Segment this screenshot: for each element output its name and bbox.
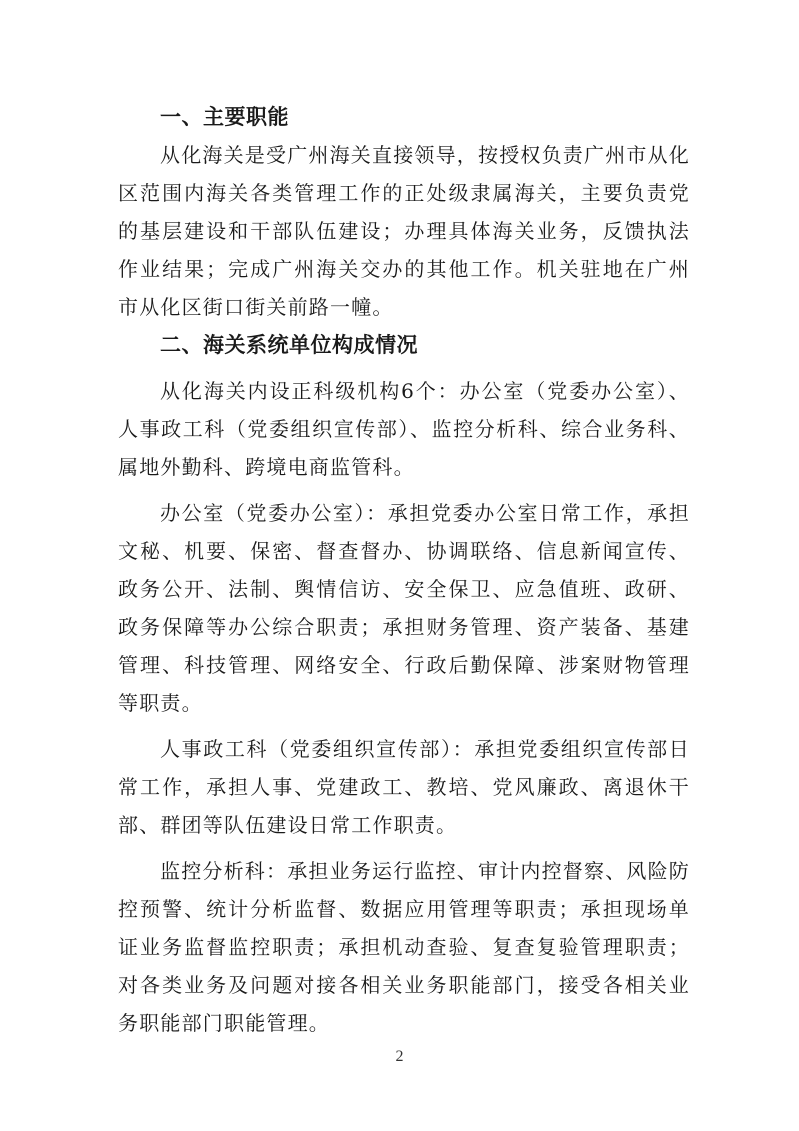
section-heading-unit-composition: 二、海关系统单位构成情况 — [160, 333, 418, 357]
document-body — [118, 98, 690, 1042]
paragraph-personnel: 人事政工科（党委组织宣传部）：承担党委组织宣传部日常工作，承担人事、党建政工、教培、党风廉政、离退休干部、群团等队伍建设日常工作职责。 — [118, 737, 690, 837]
paragraph-monitoring: 监控分析科：承担业务运行监控、审计内控督察、风险防控预警、统计分析监督、数据应用管理等职责；承担现场单证业务监督监控职责；承担机动查验、复查复验管理职责；对各类业务及问题对接各相关业务职能部门，接受各相关业务职能部门职能管理。 — [118, 859, 690, 1035]
paragraph-office: 办公室（党委办公室）：承担党委办公室日常工作，承担文秘、机要、保密、督查督办、协调联络、信息新闻宣传、政务公开、法制、舆情信访、安全保卫、应急值班、政研、政务保障等办公综合职责；承担财务管理、资产装备、基建管理、科技管理、网络安全、行政后勤保障、涉案财物管理等职责。 — [118, 501, 690, 715]
page-number: 2 — [395, 1048, 404, 1065]
paragraph-main-functions: 从化海关是受广州海关直接领导，按授权负责广州市从化区范围内海关各类管理工作的正处级隶属海关，主要负责党的基层建设和干部队伍建设；办理具体海关业务，反馈执法作业结果；完成广州海关交办的其他工作。机关驻地在广州市从化区街口街关前路一幢。 — [118, 143, 690, 319]
section-heading-main-functions: 一、主要职能 — [160, 105, 289, 129]
paragraph-internal-units: 从化海关内设正科级机构6个：办公室（党委办公室）、人事政工科（党委组织宣传部）、监控分析科、综合业务科、属地外勤科、跨境电商监管科。 — [118, 379, 690, 479]
